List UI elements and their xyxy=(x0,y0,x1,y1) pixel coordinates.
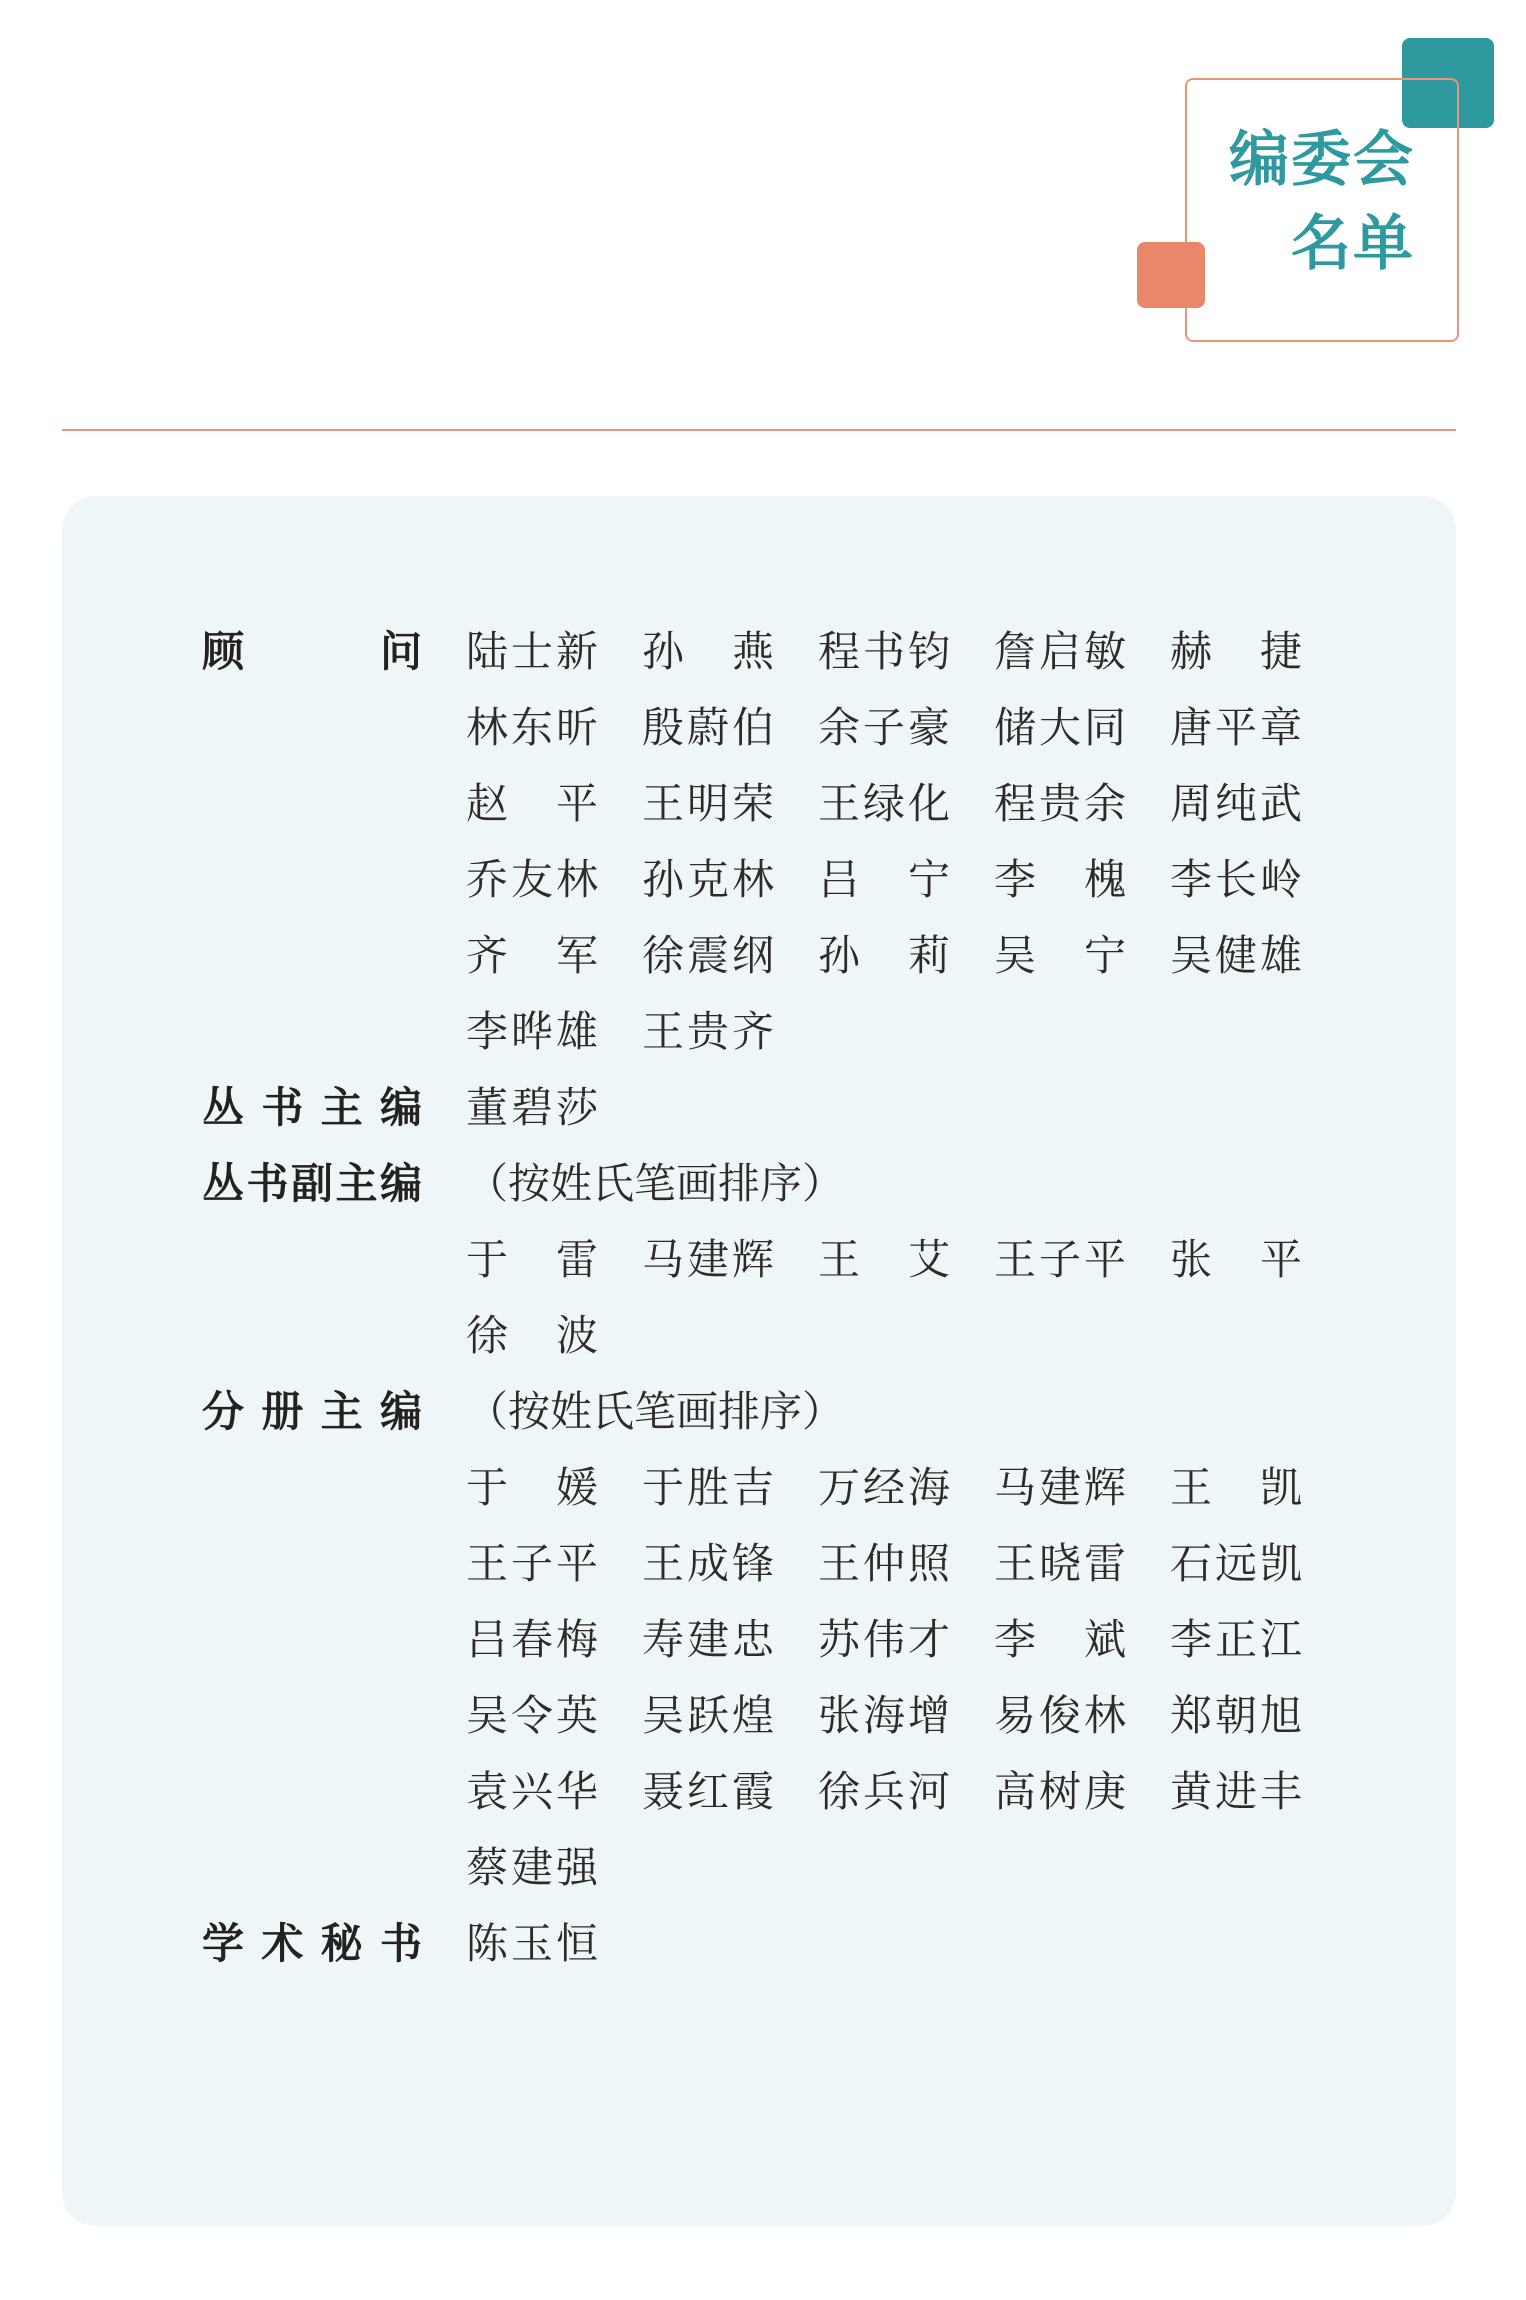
name-list xyxy=(466,1602,1346,1678)
member-name: 吕 宁 xyxy=(818,855,950,904)
member-name-cell xyxy=(466,1906,642,1982)
member-name: 陈玉恒 xyxy=(466,1919,598,1968)
name-list xyxy=(466,1298,642,1374)
member-name: 李正江 xyxy=(1170,1615,1302,1664)
page-title xyxy=(1185,118,1415,286)
member-name-cell xyxy=(994,918,1170,994)
member-name-cell xyxy=(1170,1678,1346,1754)
member-name: 张 平 xyxy=(1170,1235,1302,1284)
member-name: 赫 捷 xyxy=(1170,627,1302,676)
member-name: 寿建忠 xyxy=(642,1615,774,1664)
member-name-cell xyxy=(466,614,642,690)
member-name-cell xyxy=(642,994,818,1070)
member-name-cell xyxy=(466,918,642,994)
member-name: 苏伟才 xyxy=(818,1615,950,1664)
member-name: 吴跃煌 xyxy=(642,1691,774,1740)
member-name: 唐平章 xyxy=(1170,703,1302,752)
member-name: 聂红霞 xyxy=(642,1767,774,1816)
header-divider xyxy=(62,429,1456,431)
member-name-cell xyxy=(466,766,642,842)
role-label-series-deputy: 丛书副主编 xyxy=(202,1159,422,1208)
member-name: 李长岭 xyxy=(1170,855,1302,904)
member-name-cell xyxy=(994,1526,1170,1602)
member-name-cell xyxy=(1170,1450,1346,1526)
member-name-cell xyxy=(466,1830,642,1906)
member-name: 程书钧 xyxy=(818,627,950,676)
member-name: 李 斌 xyxy=(994,1615,1126,1664)
member-name-cell xyxy=(994,1450,1170,1526)
member-name-cell xyxy=(1170,1602,1346,1678)
member-name: 王 凯 xyxy=(1170,1463,1302,1512)
member-name: 吴健雄 xyxy=(1170,931,1302,980)
member-name-cell xyxy=(642,842,818,918)
member-name-cell xyxy=(818,614,994,690)
name-list xyxy=(466,994,818,1070)
member-name-cell xyxy=(818,842,994,918)
member-name: 殷蔚伯 xyxy=(642,703,774,752)
role-label-series-editor: 丛书主编 xyxy=(202,1083,422,1132)
member-name-cell xyxy=(466,1450,642,1526)
member-name: 徐 波 xyxy=(466,1311,598,1360)
member-name: 孙 莉 xyxy=(818,931,950,980)
member-name-cell xyxy=(994,1222,1170,1298)
member-name-cell xyxy=(466,842,642,918)
member-name-cell xyxy=(642,1754,818,1830)
name-list xyxy=(466,842,1346,918)
member-name: 于 雷 xyxy=(466,1235,598,1284)
member-name: 万经海 xyxy=(818,1463,950,1512)
member-name-cell xyxy=(642,1222,818,1298)
member-name: 王贵齐 xyxy=(642,1007,774,1056)
member-name: 余子豪 xyxy=(818,703,950,752)
member-name-cell xyxy=(642,614,818,690)
member-name-cell xyxy=(642,1602,818,1678)
member-name: 王 艾 xyxy=(818,1235,950,1284)
member-name-cell xyxy=(642,690,818,766)
member-name: 赵 平 xyxy=(466,779,598,828)
member-name-cell xyxy=(466,1222,642,1298)
member-name: 蔡建强 xyxy=(466,1843,598,1892)
member-name-cell xyxy=(818,1526,994,1602)
member-name: 董碧莎 xyxy=(466,1083,598,1132)
name-list xyxy=(466,1906,642,1982)
member-name-cell xyxy=(466,690,642,766)
name-list xyxy=(466,1070,642,1146)
name-list xyxy=(466,1678,1346,1754)
member-name-cell xyxy=(466,1526,642,1602)
member-name-cell xyxy=(818,766,994,842)
sort-note: （按姓氏笔画排序） xyxy=(466,1387,845,1436)
name-list xyxy=(466,766,1346,842)
member-name-cell xyxy=(642,766,818,842)
member-name-cell xyxy=(818,1602,994,1678)
member-name: 于胜吉 xyxy=(642,1463,774,1512)
member-name: 徐震纲 xyxy=(642,931,774,980)
member-name: 王晓雷 xyxy=(994,1539,1126,1588)
member-name: 易俊林 xyxy=(994,1691,1126,1740)
member-name: 李晔雄 xyxy=(466,1007,598,1056)
member-name: 程贵余 xyxy=(994,779,1126,828)
name-list xyxy=(466,690,1346,766)
member-name: 黄进丰 xyxy=(1170,1767,1302,1816)
member-name: 袁兴华 xyxy=(466,1767,598,1816)
member-name-cell xyxy=(466,1678,642,1754)
member-name: 马建辉 xyxy=(994,1463,1126,1512)
member-name-cell xyxy=(994,766,1170,842)
member-name-cell xyxy=(818,1450,994,1526)
sort-note: （按姓氏笔画排序） xyxy=(466,1159,845,1208)
member-name: 林东昕 xyxy=(466,703,598,752)
member-name-cell xyxy=(994,614,1170,690)
member-name: 马建辉 xyxy=(642,1235,774,1284)
name-list xyxy=(466,918,1346,994)
member-name: 王绿化 xyxy=(818,779,950,828)
member-name-cell xyxy=(818,918,994,994)
member-name: 王子平 xyxy=(466,1539,598,1588)
member-name: 于 媛 xyxy=(466,1463,598,1512)
member-name-cell xyxy=(1170,1222,1346,1298)
member-name: 郑朝旭 xyxy=(1170,1691,1302,1740)
member-name: 王子平 xyxy=(994,1235,1126,1284)
member-name-cell xyxy=(994,690,1170,766)
member-name-cell xyxy=(466,1070,642,1146)
member-name: 李 槐 xyxy=(994,855,1126,904)
member-name-cell xyxy=(466,1298,642,1374)
member-name-cell xyxy=(642,918,818,994)
role-label-advisors: 顾 问 xyxy=(202,627,422,676)
member-name: 王明荣 xyxy=(642,779,774,828)
name-list xyxy=(466,1222,1346,1298)
member-name-cell xyxy=(1170,690,1346,766)
member-name: 齐 军 xyxy=(466,931,598,980)
member-name-cell xyxy=(1170,614,1346,690)
page-title-line-1: 编委会 xyxy=(1229,125,1415,195)
name-list xyxy=(466,1526,1346,1602)
member-name-cell xyxy=(466,1602,642,1678)
member-name-cell xyxy=(818,1222,994,1298)
member-name: 周纯武 xyxy=(1170,779,1302,828)
member-name-cell xyxy=(818,690,994,766)
member-name-cell xyxy=(818,1754,994,1830)
name-list xyxy=(466,1754,1346,1830)
member-name-cell xyxy=(466,1754,642,1830)
member-name-cell xyxy=(994,1678,1170,1754)
member-name-cell xyxy=(1170,1526,1346,1602)
member-name-cell xyxy=(1170,1754,1346,1830)
name-list xyxy=(466,1450,1346,1526)
name-list xyxy=(466,614,1346,690)
member-name: 乔友林 xyxy=(466,855,598,904)
role-label-secretary: 学术秘书 xyxy=(202,1919,422,1968)
page-title-line-2: 名单 xyxy=(1291,209,1415,279)
role-label-volume-editors: 分册主编 xyxy=(202,1387,422,1436)
member-name-cell xyxy=(642,1678,818,1754)
member-name: 孙克林 xyxy=(642,855,774,904)
member-name: 储大同 xyxy=(994,703,1126,752)
member-name: 张海增 xyxy=(818,1691,950,1740)
member-name-cell xyxy=(1170,842,1346,918)
member-name-cell xyxy=(818,1678,994,1754)
member-name: 高树庚 xyxy=(994,1767,1126,1816)
member-name-cell xyxy=(1170,918,1346,994)
member-name-cell xyxy=(994,842,1170,918)
member-name: 吴 宁 xyxy=(994,931,1126,980)
member-name: 王成锋 xyxy=(642,1539,774,1588)
member-name-cell xyxy=(1170,766,1346,842)
member-name: 石远凯 xyxy=(1170,1539,1302,1588)
name-list xyxy=(466,1830,642,1906)
member-name-cell xyxy=(642,1526,818,1602)
member-name: 吴令英 xyxy=(466,1691,598,1740)
member-name: 詹启敏 xyxy=(994,627,1126,676)
member-name-cell xyxy=(642,1450,818,1526)
member-name-cell xyxy=(466,994,642,1070)
member-name: 徐兵河 xyxy=(818,1767,950,1816)
member-name: 孙 燕 xyxy=(642,627,774,676)
member-name: 吕春梅 xyxy=(466,1615,598,1664)
member-name: 王仲照 xyxy=(818,1539,950,1588)
member-name-cell xyxy=(994,1602,1170,1678)
member-name: 陆士新 xyxy=(466,627,598,676)
member-name-cell xyxy=(994,1754,1170,1830)
